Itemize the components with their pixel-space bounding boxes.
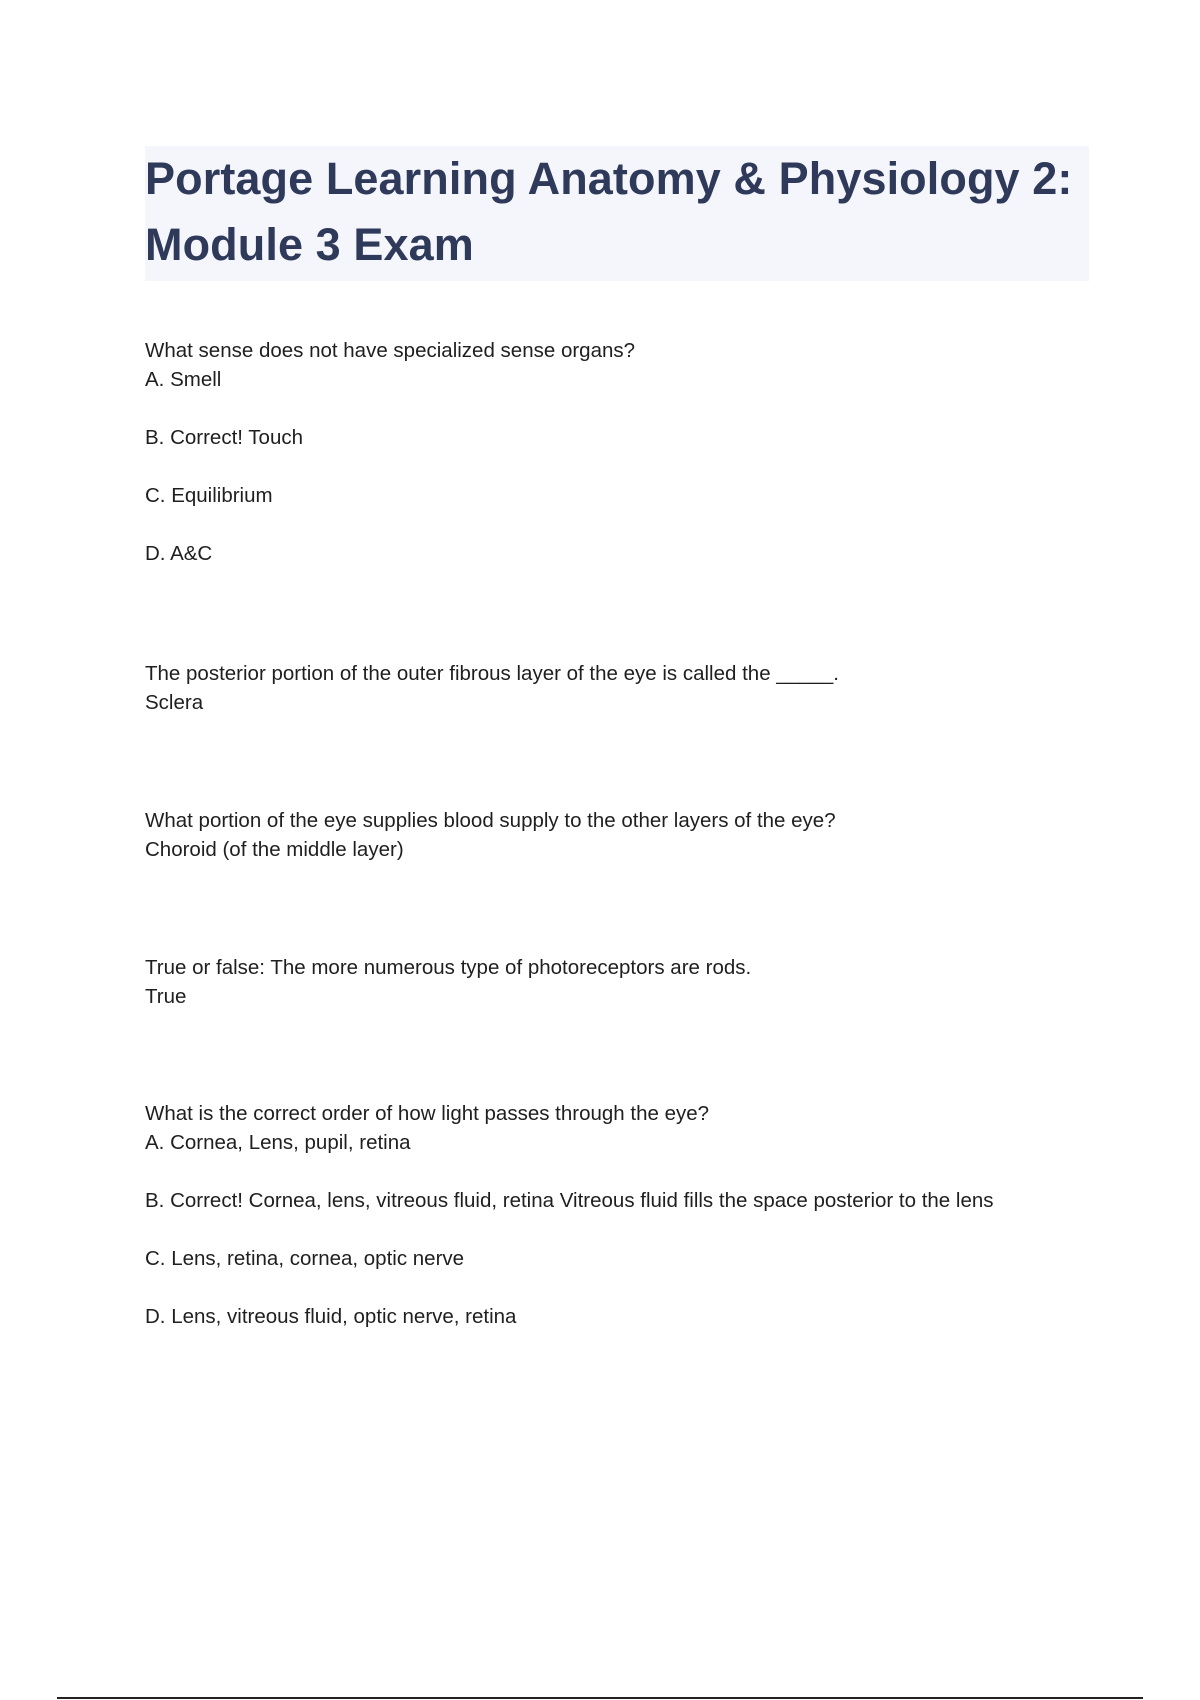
footer-divider <box>57 1697 1143 1699</box>
question-prompt: What is the correct order of how light passes through the eye? <box>145 1102 710 1125</box>
question-prompt: The posterior portion of the outer fibrous layer of the eye is called the _____. <box>145 662 839 685</box>
question-answer: True <box>145 985 187 1008</box>
page-title-block <box>145 146 1089 281</box>
answer-option-b: B. Correct! Cornea, lens, vitreous fluid, retina Vitreous fluid fills the space posterior to the lens <box>145 1189 994 1212</box>
answer-option-a: A. Cornea, Lens, pupil, retina <box>145 1131 411 1154</box>
question-prompt: What portion of the eye supplies blood supply to the other layers of the eye? <box>145 809 836 832</box>
answer-option-d: D. A&C <box>145 542 213 565</box>
answer-option-c: C. Equilibrium <box>145 484 273 507</box>
question-prompt: True or false: The more numerous type of photoreceptors are rods. <box>145 956 752 979</box>
question-3 <box>145 806 1105 864</box>
question-2 <box>145 659 1105 717</box>
answer-option-a: A. Smell <box>145 368 222 391</box>
answer-option-d: D. Lens, vitreous fluid, optic nerve, retina <box>145 1305 517 1328</box>
question-1 <box>145 336 1105 568</box>
answer-option-c: C. Lens, retina, cornea, optic nerve <box>145 1247 465 1270</box>
question-answer: Choroid (of the middle layer) <box>145 838 404 861</box>
question-prompt: What sense does not have specialized sense organs? <box>145 339 636 362</box>
answer-option-b: B. Correct! Touch <box>145 426 303 449</box>
question-4 <box>145 953 1105 1011</box>
question-answer: Sclera <box>145 691 204 714</box>
page-title: Portage Learning Anatomy & Physiology 2: Module 3 Exam <box>145 153 1073 270</box>
question-5 <box>145 1099 1105 1331</box>
